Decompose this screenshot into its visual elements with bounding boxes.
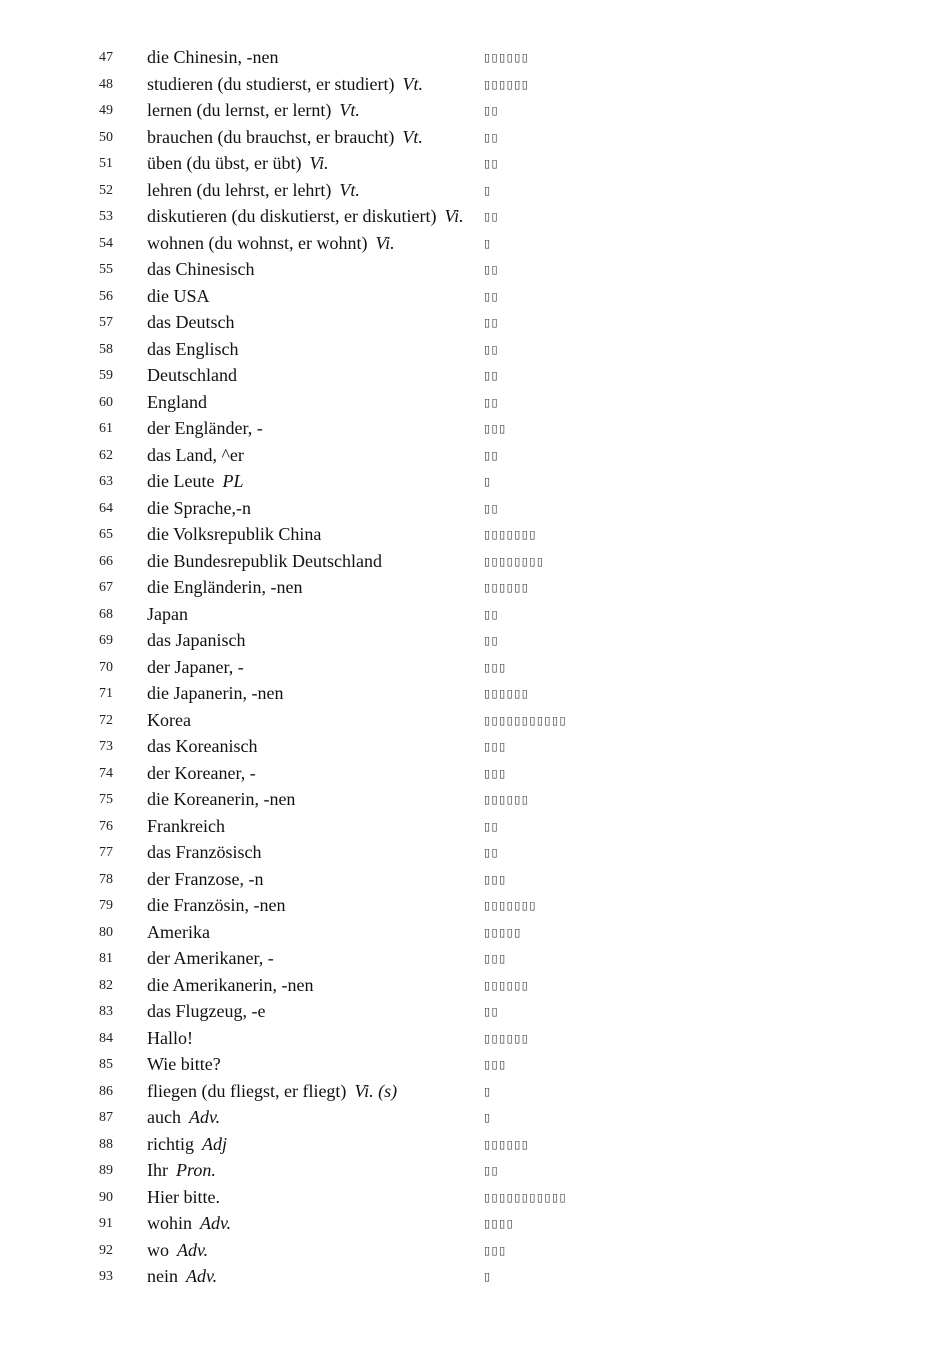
entry-term — [147, 392, 207, 413]
vocabulary-entry — [0, 895, 950, 921]
entry-gloss: ▯ — [484, 236, 492, 250]
entry-gloss: ▯▯ — [484, 395, 500, 409]
term-text: die Volksrepublik China — [147, 524, 322, 544]
entry-number: 58 — [99, 341, 113, 357]
vocabulary-entry — [0, 259, 950, 285]
vocabulary-entry — [0, 47, 950, 73]
entry-gloss: ▯ — [484, 183, 492, 197]
vocabulary-entry — [0, 816, 950, 842]
vocabulary-entry — [0, 233, 950, 259]
term-text: wohin — [147, 1213, 192, 1233]
entry-gloss: ▯▯▯▯▯▯ — [484, 978, 530, 992]
entry-number: 85 — [99, 1057, 113, 1072]
entry-gloss: ▯▯ — [484, 157, 500, 170]
entry-term — [147, 1001, 265, 1022]
entry-term — [147, 922, 210, 943]
vocabulary-entry — [0, 577, 950, 603]
vocabulary-entry — [0, 1187, 950, 1213]
vocabulary-entry — [0, 445, 950, 471]
entry-gloss: ▯▯▯ — [484, 952, 507, 965]
part-of-speech: Vt. — [402, 73, 423, 94]
vocabulary-entry — [0, 683, 950, 709]
vocabulary-entry — [0, 710, 950, 736]
vocabulary-entry — [0, 1213, 950, 1239]
term-text: Japan — [147, 603, 188, 624]
term-text: der Koreaner, - — [147, 762, 256, 783]
term-text: richtig — [147, 1133, 194, 1154]
term-text: lehren (du lehrst, er lehrt) — [147, 179, 332, 200]
term-text: die Französin, -nen — [147, 895, 286, 915]
entry-term — [147, 100, 360, 121]
entry-term — [147, 498, 251, 519]
entry-number: 81 — [99, 951, 113, 966]
entry-gloss: ▯▯▯▯▯▯▯▯ — [484, 554, 545, 568]
term-text: Korea — [147, 709, 191, 730]
part-of-speech: Vi. — [375, 232, 395, 253]
part-of-speech: Vi. — [444, 206, 464, 226]
entry-number: 67 — [99, 580, 113, 595]
vocabulary-entry — [0, 1134, 950, 1160]
entry-number: 79 — [99, 898, 113, 913]
entry-term — [147, 763, 256, 784]
entry-term — [147, 259, 255, 280]
entry-number: 61 — [99, 421, 113, 436]
entry-term — [147, 74, 423, 95]
entry-gloss: ▯▯ — [484, 263, 500, 276]
entry-gloss: ▯ — [484, 1270, 492, 1283]
entry-gloss: ▯▯▯▯▯▯ — [484, 581, 530, 594]
entry-number: 56 — [99, 288, 113, 304]
entry-number: 83 — [99, 1004, 113, 1019]
vocabulary-entry — [0, 975, 950, 1001]
term-text: die Chinesin, -nen — [147, 47, 279, 67]
entry-term — [147, 577, 302, 598]
term-text: Hier bitte. — [147, 1186, 220, 1207]
entry-term — [147, 657, 244, 678]
part-of-speech: Adv. — [186, 1266, 218, 1286]
entry-term — [147, 789, 295, 810]
vocabulary-entry — [0, 286, 950, 312]
vocabulary-entry — [0, 1081, 950, 1107]
term-text: das Japanisch — [147, 630, 246, 650]
vocabulary-entry — [0, 153, 950, 179]
entry-number: 47 — [99, 50, 113, 65]
entry-gloss: ▯▯▯ — [484, 740, 507, 753]
vocabulary-entry — [0, 1107, 950, 1133]
entry-gloss: ▯▯ — [484, 607, 500, 621]
entry-term — [147, 1134, 227, 1155]
entry-term — [147, 869, 263, 890]
entry-term — [147, 153, 329, 174]
term-text: fliegen (du fliegst, er fliegt) — [147, 1080, 347, 1101]
term-text: auch — [147, 1107, 181, 1127]
vocabulary-entry — [0, 1240, 950, 1266]
term-text: das Land, ^er — [147, 444, 244, 465]
part-of-speech: Adv. — [200, 1213, 232, 1233]
vocabulary-entry — [0, 1266, 950, 1292]
entry-term — [147, 842, 261, 863]
entry-number: 63 — [99, 474, 113, 489]
entry-term — [147, 1107, 220, 1128]
entry-number: 71 — [99, 686, 113, 701]
term-text: wo — [147, 1239, 169, 1260]
entry-gloss: ▯ — [484, 1084, 492, 1098]
entry-number: 73 — [99, 739, 113, 754]
entry-gloss: ▯▯▯ — [484, 1243, 507, 1257]
entry-number: 51 — [99, 156, 113, 171]
vocabulary-entry — [0, 763, 950, 789]
vocabulary-entry — [0, 471, 950, 497]
entry-term — [147, 1213, 231, 1234]
term-text: studieren (du studierst, er studiert) — [147, 73, 395, 94]
term-text: lernen (du lernst, er lernt) — [147, 100, 332, 120]
entry-gloss: ▯▯ — [484, 846, 500, 859]
entry-term — [147, 1028, 193, 1049]
term-text: Deutschland — [147, 365, 237, 385]
vocabulary-entry — [0, 127, 950, 153]
term-text: die Japanerin, -nen — [147, 683, 284, 703]
entry-term — [147, 816, 225, 837]
part-of-speech: Vi. (s) — [354, 1080, 398, 1101]
vocabulary-entry — [0, 339, 950, 365]
term-text: das Deutsch — [147, 312, 235, 332]
entry-number: 88 — [99, 1136, 113, 1152]
term-text: das Englisch — [147, 338, 239, 359]
part-of-speech: Vi. — [309, 153, 329, 173]
entry-gloss: ▯▯▯▯▯▯ — [484, 77, 530, 91]
term-text: Amerika — [147, 921, 210, 942]
entry-gloss: ▯▯ — [484, 210, 500, 223]
entry-gloss: ▯▯▯▯▯▯▯ — [484, 899, 537, 912]
entry-number: 70 — [99, 659, 113, 675]
part-of-speech: Adv. — [177, 1239, 209, 1260]
entry-term — [147, 736, 257, 757]
entry-number: 68 — [99, 606, 113, 622]
term-text: das Französisch — [147, 842, 262, 862]
entry-number: 78 — [99, 871, 113, 887]
entry-number: 60 — [99, 394, 113, 410]
vocabulary-entry — [0, 1054, 950, 1080]
entry-gloss: ▯▯▯▯▯ — [484, 925, 522, 939]
term-text: die Bundesrepublik Deutschland — [147, 550, 382, 571]
term-text: Wie bitte? — [147, 1054, 221, 1074]
vocabulary-entry — [0, 1160, 950, 1186]
entry-gloss: ▯▯ — [484, 289, 500, 303]
entry-number: 89 — [99, 1163, 113, 1178]
entry-term — [147, 1240, 208, 1261]
entry-number: 65 — [99, 527, 113, 542]
term-text: die Sprache,-n — [147, 497, 251, 518]
entry-gloss: ▯▯▯ — [484, 1058, 507, 1071]
entry-gloss: ▯▯▯▯▯▯ — [484, 687, 530, 700]
entry-number: 50 — [99, 129, 113, 145]
vocabulary-entry — [0, 922, 950, 948]
entry-gloss: ▯▯▯▯▯▯ — [484, 51, 530, 64]
entry-number: 74 — [99, 765, 113, 781]
term-text: die Koreanerin, -nen — [147, 789, 296, 809]
term-text: üben (du übst, er übt) — [147, 153, 302, 173]
entry-gloss: ▯▯ — [484, 634, 500, 647]
entry-term — [147, 471, 243, 492]
vocabulary-entry — [0, 789, 950, 815]
term-text: die Amerikanerin, -nen — [147, 974, 314, 995]
entry-term — [147, 683, 283, 704]
entry-gloss: ▯▯ — [484, 1164, 500, 1177]
entry-number: 72 — [99, 712, 113, 728]
entry-term — [147, 445, 244, 466]
term-text: der Franzose, -n — [147, 868, 264, 889]
entry-term — [147, 127, 423, 148]
entry-term — [147, 339, 239, 360]
entry-gloss: ▯▯ — [484, 316, 500, 329]
entry-gloss: ▯ — [484, 1111, 492, 1124]
vocabulary-entry — [0, 418, 950, 444]
vocabulary-entry — [0, 74, 950, 100]
entry-term — [147, 1160, 216, 1181]
entry-term — [147, 286, 210, 307]
part-of-speech: Vt. — [339, 179, 360, 200]
vocabulary-entry — [0, 180, 950, 206]
term-text: brauchen (du brauchst, er braucht) — [147, 126, 395, 147]
entry-number: 57 — [99, 315, 113, 330]
entry-gloss: ▯ — [484, 475, 492, 488]
part-of-speech: PL — [222, 471, 244, 491]
vocabulary-entry — [0, 312, 950, 338]
part-of-speech: Adv. — [188, 1107, 221, 1127]
entry-number: 84 — [99, 1030, 113, 1046]
term-text: der Amerikaner, - — [147, 948, 274, 968]
entry-gloss: ▯▯▯ — [484, 660, 507, 674]
entry-number: 55 — [99, 262, 113, 277]
entry-number: 75 — [99, 792, 113, 807]
entry-number: 80 — [99, 924, 113, 940]
entry-number: 76 — [99, 818, 113, 834]
vocabulary-entry — [0, 365, 950, 391]
term-text: wohnen (du wohnst, er wohnt) — [147, 232, 368, 253]
entry-gloss: ▯▯▯▯▯▯▯ — [484, 528, 537, 541]
part-of-speech: Vt. — [402, 126, 423, 147]
term-text: der Japaner, - — [147, 656, 244, 677]
entry-gloss: ▯▯▯▯▯▯ — [484, 793, 530, 806]
entry-gloss: ▯▯ — [484, 1005, 500, 1018]
entry-number: 53 — [99, 209, 113, 224]
entry-gloss: ▯▯ — [484, 342, 500, 356]
term-text: England — [147, 391, 207, 412]
vocabulary-entry — [0, 100, 950, 126]
vocabulary-entry — [0, 524, 950, 550]
term-text: die Engländerin, -nen — [147, 577, 303, 597]
entry-gloss: ▯▯ — [484, 501, 500, 515]
term-text: Hallo! — [147, 1027, 193, 1048]
entry-number: 77 — [99, 845, 113, 860]
entry-term — [147, 180, 360, 201]
term-text: nein — [147, 1266, 178, 1286]
entry-number: 48 — [99, 76, 113, 92]
entry-term — [147, 710, 191, 731]
part-of-speech: Adj — [202, 1133, 227, 1154]
entry-gloss: ▯▯▯▯▯▯▯▯▯▯▯ — [484, 713, 568, 727]
entry-term — [147, 895, 285, 916]
entry-gloss: ▯▯▯▯ — [484, 1217, 515, 1230]
vocabulary-entry — [0, 869, 950, 895]
entry-gloss: ▯▯ — [484, 448, 500, 462]
entry-gloss: ▯▯ — [484, 130, 500, 144]
term-text: Frankreich — [147, 815, 225, 836]
entry-gloss: ▯▯▯▯▯▯ — [484, 1031, 530, 1045]
entry-term — [147, 312, 234, 333]
vocabulary-entry — [0, 392, 950, 418]
part-of-speech: Pron. — [176, 1160, 216, 1180]
entry-term — [147, 1266, 217, 1287]
entry-term — [147, 233, 395, 254]
entry-gloss: ▯▯▯ — [484, 872, 507, 886]
entry-gloss: ▯▯▯▯▯▯ — [484, 1137, 530, 1151]
entry-term — [147, 1054, 221, 1075]
part-of-speech: Vt. — [339, 100, 360, 120]
entry-term — [147, 365, 237, 386]
entry-term — [147, 630, 245, 651]
vocabulary-entry — [0, 1001, 950, 1027]
entry-term — [147, 948, 274, 969]
entry-number: 82 — [99, 977, 113, 993]
vocabulary-entry — [0, 630, 950, 656]
vocabulary-entry — [0, 604, 950, 630]
entry-gloss: ▯▯▯ — [484, 766, 507, 780]
entry-number: 52 — [99, 182, 113, 198]
vocabulary-entry — [0, 736, 950, 762]
entry-term — [147, 975, 313, 996]
entry-number: 49 — [99, 103, 113, 118]
entry-number: 66 — [99, 553, 113, 569]
entry-gloss: ▯▯ — [484, 369, 500, 382]
entry-term — [147, 524, 321, 545]
entry-number: 54 — [99, 235, 113, 251]
entry-number: 90 — [99, 1189, 113, 1205]
entry-term — [147, 551, 382, 572]
term-text: das Chinesisch — [147, 259, 255, 279]
entry-gloss: ▯▯▯ — [484, 422, 507, 435]
vocabulary-entry — [0, 551, 950, 577]
term-text: die Leute — [147, 471, 215, 491]
entry-gloss: ▯▯▯▯▯▯▯▯▯▯▯ — [484, 1190, 568, 1204]
entry-number: 87 — [99, 1110, 113, 1125]
entry-number: 62 — [99, 447, 113, 463]
term-text: das Koreanisch — [147, 736, 258, 756]
entry-number: 69 — [99, 633, 113, 648]
term-text: diskutieren (du diskutierst, er diskutiert) — [147, 206, 437, 226]
entry-gloss: ▯▯ — [484, 819, 500, 833]
entry-number: 92 — [99, 1242, 113, 1258]
entry-term — [147, 1081, 397, 1102]
entry-number: 64 — [99, 500, 113, 516]
vocabulary-entry — [0, 1028, 950, 1054]
term-text: Ihr — [147, 1160, 168, 1180]
entry-number: 59 — [99, 368, 113, 383]
entry-term — [147, 47, 278, 68]
entry-term — [147, 1187, 220, 1208]
vocabulary-entry — [0, 948, 950, 974]
vocabulary-entry — [0, 842, 950, 868]
entry-term — [147, 604, 188, 625]
entry-number: 91 — [99, 1216, 113, 1231]
term-text: das Flugzeug, -e — [147, 1001, 266, 1021]
term-text: die USA — [147, 285, 210, 306]
entry-term — [147, 206, 464, 227]
entry-term — [147, 418, 263, 439]
vocabulary-entry — [0, 657, 950, 683]
entry-number: 93 — [99, 1269, 113, 1284]
vocabulary-entry — [0, 206, 950, 232]
entry-number: 86 — [99, 1083, 113, 1099]
vocabulary-entry — [0, 498, 950, 524]
entry-gloss: ▯▯ — [484, 104, 500, 117]
term-text: der Engländer, - — [147, 418, 263, 438]
